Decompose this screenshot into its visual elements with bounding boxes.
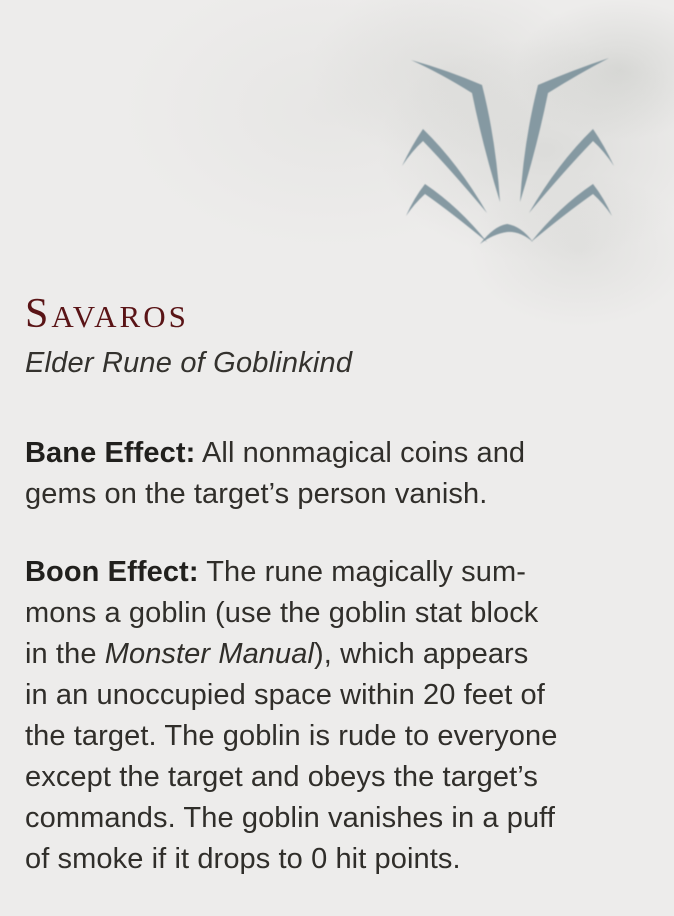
text-line — [25, 433, 656, 474]
text-line — [25, 839, 656, 880]
text-line — [25, 552, 656, 593]
text-line — [25, 757, 656, 798]
text-segment: The rune magically sum- — [198, 556, 527, 588]
text-line — [25, 634, 656, 675]
page-title — [25, 292, 656, 339]
text-segment: the target. The goblin is rude to everyone — [25, 720, 558, 752]
body-paragraph — [25, 552, 656, 880]
text-segment: in the — [25, 638, 105, 670]
text-segment-bold: Bane Effect: — [25, 437, 196, 469]
text-segment: All nonmagical coins and — [195, 437, 526, 469]
text-segment-italic: Monster Manual — [104, 638, 315, 670]
text-column — [25, 0, 656, 880]
page-subtitle: Elder Rune of Goblinkind — [25, 347, 353, 379]
text-segment: mons a goblin (use the goblin stat block — [25, 597, 539, 629]
title-rest: AVAROS — [51, 299, 189, 334]
text-line — [25, 593, 656, 634]
text-segment: ), which appears — [314, 638, 529, 670]
title-initial: S — [25, 291, 52, 337]
text-segment: except the target and obeys the target’s — [25, 761, 538, 793]
text-segment: of smoke if it drops to 0 hit points. — [25, 843, 461, 875]
text-segment: in an unoccupied space within 20 feet of — [25, 679, 545, 711]
text-line — [25, 798, 656, 839]
text-segment-bold: Boon Effect: — [25, 556, 199, 588]
text-line — [25, 716, 656, 757]
text-line — [25, 675, 656, 716]
body-paragraph — [25, 433, 656, 515]
body-text — [25, 433, 656, 880]
text-segment: commands. The goblin vanishes in a puff — [25, 802, 555, 834]
text-segment: gems on the target’s person vanish. — [25, 478, 488, 510]
text-line — [25, 474, 656, 515]
